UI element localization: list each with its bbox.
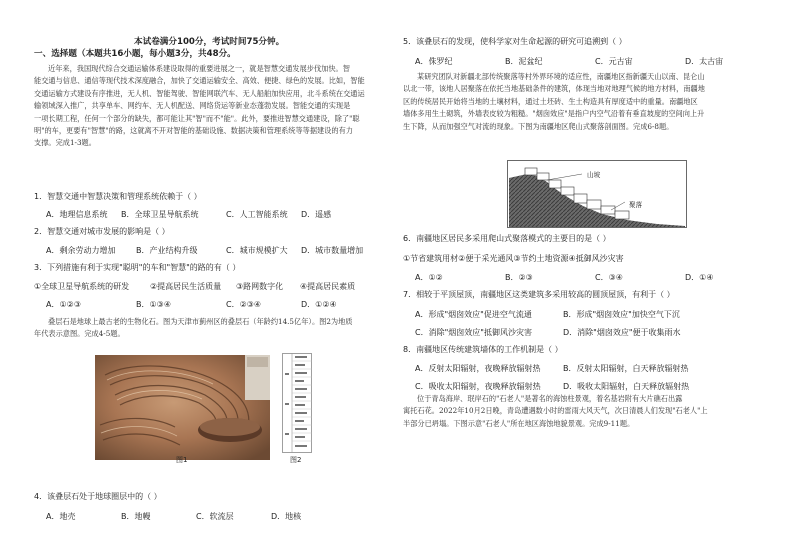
- passage-line: 半部分已坍塌。下图示意"石老人"所在地区海蚀地貌景观。完成9-11题。: [403, 418, 635, 428]
- passage-line: 叠层石是地球上最古老的生物化石。图为天津市蓟州区的叠层石（年龄约14.5亿年）。图2为地质: [48, 317, 353, 326]
- passage-line: 一项长期工程，任何一个部分的缺失，都可能让其"智"而不"能"。此外，要推进智慧交通建设，除了"聪: [34, 113, 360, 123]
- geologic-time-chart: [282, 353, 312, 453]
- figure-1-caption: 图1: [176, 456, 188, 464]
- passage-stromatolite: [34, 316, 394, 341]
- label-settlement: 聚落: [629, 201, 643, 209]
- q1-option-d[interactable]: D．遥感: [301, 210, 332, 219]
- passage-line: 输领域深入推广，共享单车、网约车、无人机配送、网络货运等新业态蓬勃发展。智能交通的实现是: [34, 101, 351, 111]
- q7-option-d[interactable]: D．消除"烟囱效应"便于收集雨水: [563, 328, 681, 337]
- question-2-stem: 2．智慧交通对城市发展的影响是（ ）: [34, 227, 170, 236]
- q3-item-3: ③路网数字化: [236, 282, 284, 291]
- label-mountain-slope: 山坡: [587, 171, 601, 179]
- q3-option-d[interactable]: D．①②④: [301, 300, 337, 309]
- question-1-stem: 1．智慧交通中智慧决策和管理系统依赖于（ ）: [34, 192, 202, 201]
- passage-line: 近年来，我国现代综合交通运输体系建设取得的重要进展之一，就是智慧交通发展步伐加快。智: [48, 64, 350, 73]
- q8-option-b[interactable]: B．反射太阳辐射，白天释放辐射热: [563, 364, 689, 373]
- q1-option-a[interactable]: A．地理信息系统: [46, 210, 108, 219]
- q5-option-b[interactable]: B．泥盆纪: [505, 57, 543, 66]
- q3-option-b[interactable]: B．①③④: [136, 300, 172, 309]
- section-title: 一、选择题（本题共16小题，每小题3分，共48分。: [34, 49, 236, 59]
- q8-option-c[interactable]: C．吸收太阳辐射，夜晚释放辐射热: [415, 382, 541, 391]
- figure-2-caption: 图2: [290, 456, 302, 464]
- q3-option-a[interactable]: A．①②③: [46, 300, 81, 309]
- q6-statements: ①节省建筑用材②便于采光通风③节约土地资源④抵御风沙灾害: [403, 254, 624, 263]
- q4-option-c[interactable]: C．软流层: [196, 512, 234, 521]
- q2-option-a[interactable]: A．剩余劳动力增加: [46, 246, 116, 255]
- q7-option-c[interactable]: C．消除"烟囱效应"抵御风沙灾害: [415, 328, 532, 337]
- q4-option-d[interactable]: D．地核: [271, 512, 302, 521]
- q4-option-a[interactable]: A．地壳: [46, 512, 76, 521]
- question-7-stem: 7．相较于平顶屋顶，南疆地区这类建筑多采用较高的圆顶屋顶，有利于（ ）: [403, 290, 675, 299]
- passage-line: 某研究团队对新疆北部传统聚落等村外界环境的适应性，南疆地区指新疆天山以南、昆仑山: [417, 72, 705, 81]
- q5-option-d[interactable]: D．太古宙: [685, 57, 724, 66]
- question-6-stem: 6．南疆地区居民多采用爬山式聚落模式的主要目的是（ ）: [403, 234, 611, 243]
- passage-line: 年代表示意图。完成4-5题。: [34, 329, 125, 339]
- q6-option-b[interactable]: B．②③: [505, 273, 533, 282]
- q3-item-4: ④提高居民素质: [300, 282, 356, 291]
- passage-qingdao-stone: [403, 393, 788, 430]
- q6-option-c[interactable]: C．③④: [595, 273, 623, 282]
- passage-line: 能交通与信息、通信等现代技术深度融合，加快了交通运输安全、高效、便捷、绿色的发展。比如，智能: [34, 76, 365, 86]
- q8-option-d[interactable]: D．吸收太阳辐射，白天释放辐射热: [563, 382, 690, 391]
- q7-option-b[interactable]: B．形成"烟囱效应"加快空气下沉: [563, 310, 680, 319]
- q3-item-2: ②提高居民生活质量: [150, 282, 222, 291]
- passage-xinjiang-settlement: [403, 71, 783, 133]
- passage-line: 墙体多用生土砌筑，外墙表皮较为粗糙。"烟囱效应"是指户内空气沿着有垂直坡度的空间向上升: [403, 109, 705, 119]
- passage-line: 区的传统居民开始将当地的土壤材料，通过土坯砖、生土构造具有厚度适中的重量。南疆地区: [403, 96, 698, 106]
- q3-option-c[interactable]: C．②③④: [226, 300, 262, 309]
- question-4-stem: 4．该叠层石处于地球圈层中的（ ）: [34, 492, 162, 501]
- q2-option-b[interactable]: B．产业结构升级: [136, 246, 198, 255]
- q5-option-c[interactable]: C．元古宙: [595, 57, 633, 66]
- passage-line: 交通运输方式建设有序推进，无人机、智能驾驶、智能网联汽车、无人船舶加快应用，北斗系统在交通运: [34, 88, 365, 98]
- exam-score-line: 本试卷满分100分，考试时间75分钟。: [134, 37, 285, 47]
- q1-option-b[interactable]: B．全球卫星导航系统: [121, 210, 199, 219]
- passage-line: 支撑。完成1-3题。: [34, 138, 96, 148]
- q1-option-c[interactable]: C．人工智能系统: [226, 210, 288, 219]
- stromatolite-photo: [95, 355, 270, 460]
- q4-option-b[interactable]: B．地幔: [121, 512, 151, 521]
- passage-line: 生下降，从而加强空气对流的现象。下图为南疆地区爬山式聚落剖面图。完成6-8题。: [403, 121, 674, 131]
- q5-option-a[interactable]: A．侏罗纪: [415, 57, 453, 66]
- passage-smart-transport: [34, 63, 394, 150]
- q2-option-d[interactable]: D．城市数量增加: [301, 246, 364, 255]
- q6-option-a[interactable]: A．①②: [415, 273, 443, 282]
- q6-option-d[interactable]: D．①④: [685, 273, 714, 282]
- question-3-stem: 3．下列措施有利于实现"聪明"的车和"智慧"的路的有（ ）: [34, 263, 241, 272]
- passage-line: 明"的车，更要有"智慧"的路，这就离不开对智能的基础设施、数据决策和管理系统等等据建设的有力: [34, 126, 353, 136]
- q7-option-a[interactable]: A．形成"烟囱效应"促进空气流通: [415, 310, 532, 319]
- passage-line: 位于青岛海岸、珉岸石的"石老人"是著名的海蚀柱景观，着名基岩附有大片礁石出露: [417, 394, 683, 403]
- question-8-stem: 8．南疆地区传统建筑墙体的工作机制是（ ）: [403, 345, 563, 354]
- passage-line: 寓托石花。2022年10月2日晚，青岛遭遇数小时的雷雨大风天气，次日清晨人们发现"石老人"上: [403, 406, 708, 416]
- q3-item-1: ①全球卫星导航系统的研发: [34, 282, 130, 291]
- q8-option-a[interactable]: A．反射太阳辐射，夜晚释放辐射热: [415, 364, 541, 373]
- question-5-stem: 5．该叠层石的发现，使科学家对生命起源的研究可追溯到（ ）: [403, 37, 627, 46]
- passage-line: 以北一带，该地人居聚落在依托当地基础条件的建筑，体现当地对地理气候的地方材料，南疆地: [403, 84, 705, 94]
- q2-option-c[interactable]: C．城市规模扩大: [226, 246, 288, 255]
